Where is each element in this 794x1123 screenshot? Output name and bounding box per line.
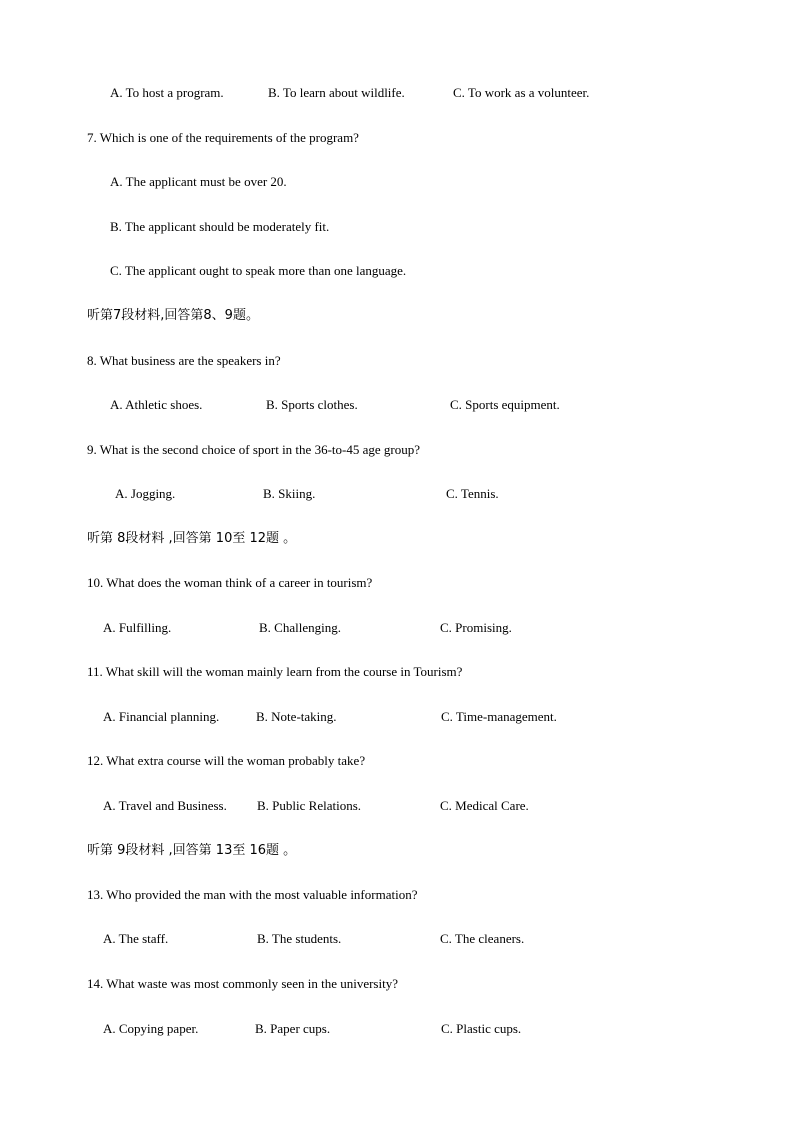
q8-option-a: A. Athletic shoes. — [110, 397, 203, 412]
q10-option-c: C. Promising. — [440, 620, 512, 635]
q12-option-b: B. Public Relations. — [257, 798, 361, 813]
q6-option-a: A. To host a program. — [110, 85, 224, 100]
q11-option-c: C. Time-management. — [441, 709, 557, 724]
q13-question: 13. Who provided the man with the most valuable information? — [87, 887, 418, 902]
q6-options — [0, 84, 794, 102]
q10-option-a: A. Fulfilling. — [103, 620, 172, 635]
q13-option-c: C. The cleaners. — [440, 931, 525, 946]
q8-options — [0, 396, 794, 414]
q9-options — [0, 485, 794, 503]
q12-question: 12. What extra course will the woman probably take? — [87, 753, 366, 768]
q6-option-b: B. To learn about wildlife. — [268, 85, 405, 100]
q11-options — [0, 708, 794, 726]
q9-question: 9. What is the second choice of sport in the 36-to-45 age group? — [87, 442, 420, 457]
q12-option-a: A. Travel and Business. — [103, 798, 227, 813]
q9-option-b: B. Skiing. — [263, 486, 316, 501]
q11-option-a: A. Financial planning. — [103, 709, 220, 724]
q13-option-b: B. The students. — [257, 931, 342, 946]
q11-question: 11. What skill will the woman mainly learn from the course in Tourism? — [87, 664, 463, 679]
q9-option-a: A. Jogging. — [115, 486, 176, 501]
q13-option-a: A. The staff. — [103, 931, 169, 946]
section-7-header: 听第7段材料,回答第8、9题。 — [87, 308, 259, 323]
q8-option-c: C. Sports equipment. — [450, 397, 560, 412]
q14-option-b: B. Paper cups. — [255, 1021, 331, 1036]
q7-question: 7. Which is one of the requirements of the program? — [87, 130, 359, 145]
q11-option-b: B. Note-taking. — [256, 709, 337, 724]
q13-options — [0, 930, 794, 948]
q7-option-c: C. The applicant ought to speak more than one language. — [110, 263, 407, 278]
q8-option-b: B. Sports clothes. — [266, 397, 358, 412]
q10-question: 10. What does the woman think of a career in tourism? — [87, 575, 373, 590]
q14-option-c: C. Plastic cups. — [441, 1021, 522, 1036]
q7-option-b: B. The applicant should be moderately fit. — [110, 219, 330, 234]
section-9-header: 听第 9段材料 ,回答第 13至 16题 。 — [87, 843, 297, 858]
q14-options — [0, 1020, 794, 1038]
q14-option-a: A. Copying paper. — [103, 1021, 199, 1036]
q12-options — [0, 797, 794, 815]
q7-option-a: A. The applicant must be over 20. — [110, 174, 287, 189]
section-8-header: 听第 8段材料 ,回答第 10至 12题 。 — [87, 531, 297, 546]
q10-options — [0, 619, 794, 637]
q9-option-c: C. Tennis. — [446, 486, 499, 501]
q14-question: 14. What waste was most commonly seen in the university? — [87, 976, 398, 991]
q6-option-c: C. To work as a volunteer. — [453, 85, 590, 100]
q10-option-b: B. Challenging. — [259, 620, 341, 635]
q12-option-c: C. Medical Care. — [440, 798, 529, 813]
q8-question: 8. What business are the speakers in? — [87, 353, 281, 368]
